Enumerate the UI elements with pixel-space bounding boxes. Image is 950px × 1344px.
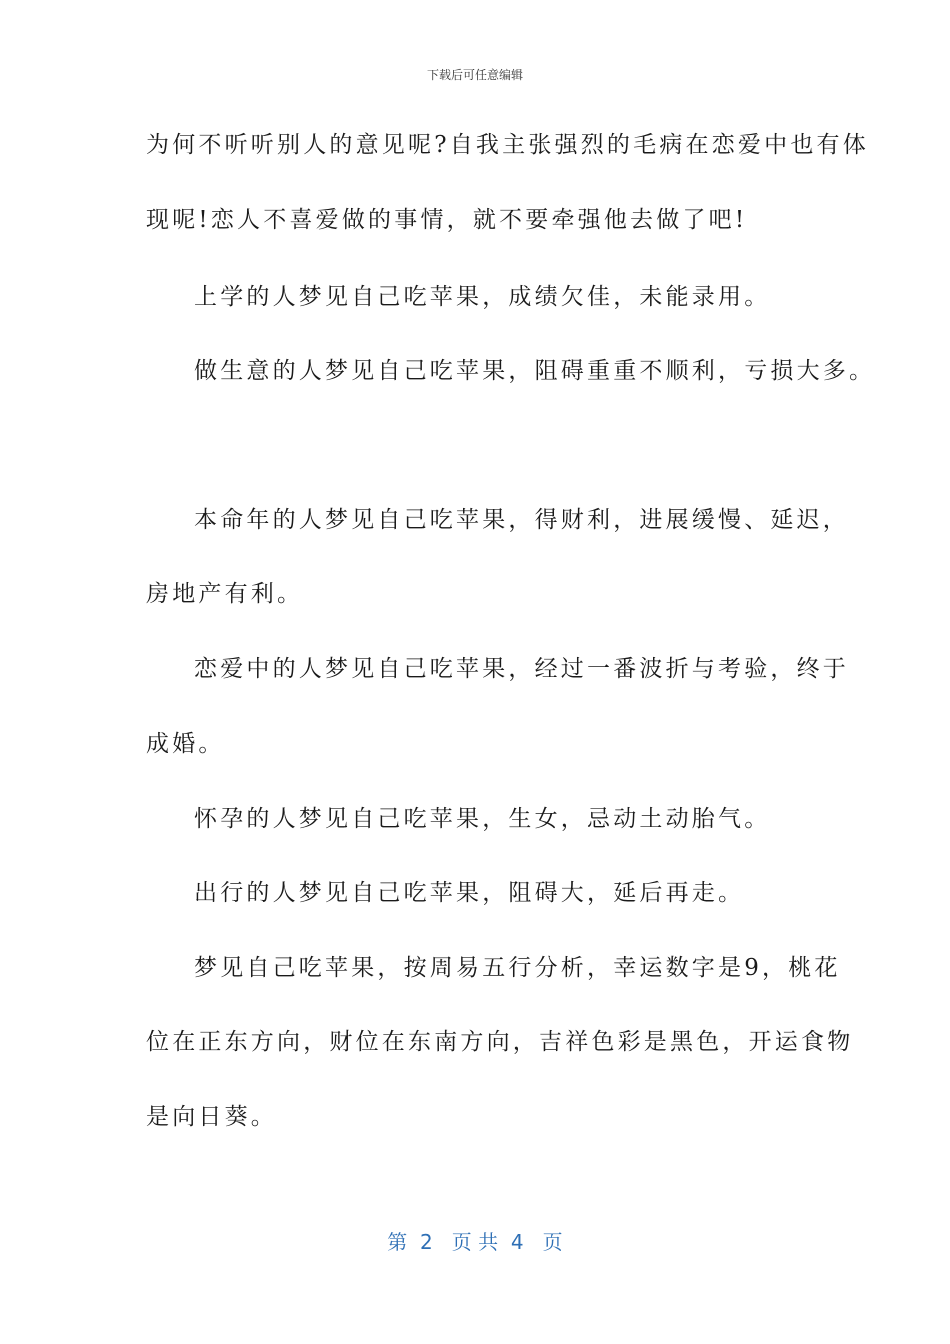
paragraph-line: 上学的人梦见自己吃苹果，成绩欠佳，未能录用。 <box>194 284 771 310</box>
paragraph-line: 怀孕的人梦见自己吃苹果，生女，忌动土动胎气。 <box>194 806 771 832</box>
paragraph-line: 现呢!恋人不喜爱做的事情，就不要牵强他去做了吧! <box>146 207 748 233</box>
paragraph-line: 本命年的人梦见自己吃苹果，得财利，进展缓慢、延迟， <box>194 507 849 533</box>
paragraph-line: 房地产有利。 <box>146 581 304 607</box>
paragraph-line: 梦见自己吃苹果，按周易五行分析，幸运数字是9，桃花 <box>194 955 841 981</box>
paragraph-line: 是向日葵。 <box>146 1104 277 1130</box>
page-number-footer: 第 2 页 共 4 页 <box>387 1230 563 1254</box>
paragraph-line: 位在正东方向，财位在东南方向，吉祥色彩是黑色，开运食物 <box>146 1029 854 1055</box>
paragraph-line: 出行的人梦见自己吃苹果，阻碍大，延后再走。 <box>194 880 745 906</box>
paragraph-line: 恋爱中的人梦见自己吃苹果，经过一番波折与考验，终于 <box>194 656 849 682</box>
page-header-note: 下载后可任意编辑 <box>426 68 523 82</box>
paragraph-line: 做生意的人梦见自己吃苹果，阻碍重重不顺利，亏损大多。 <box>194 358 876 384</box>
paragraph-line: 为何不听听别人的意见呢?自我主张强烈的毛病在恋爱中也有体 <box>146 132 869 158</box>
paragraph-line: 成婚。 <box>146 731 225 757</box>
